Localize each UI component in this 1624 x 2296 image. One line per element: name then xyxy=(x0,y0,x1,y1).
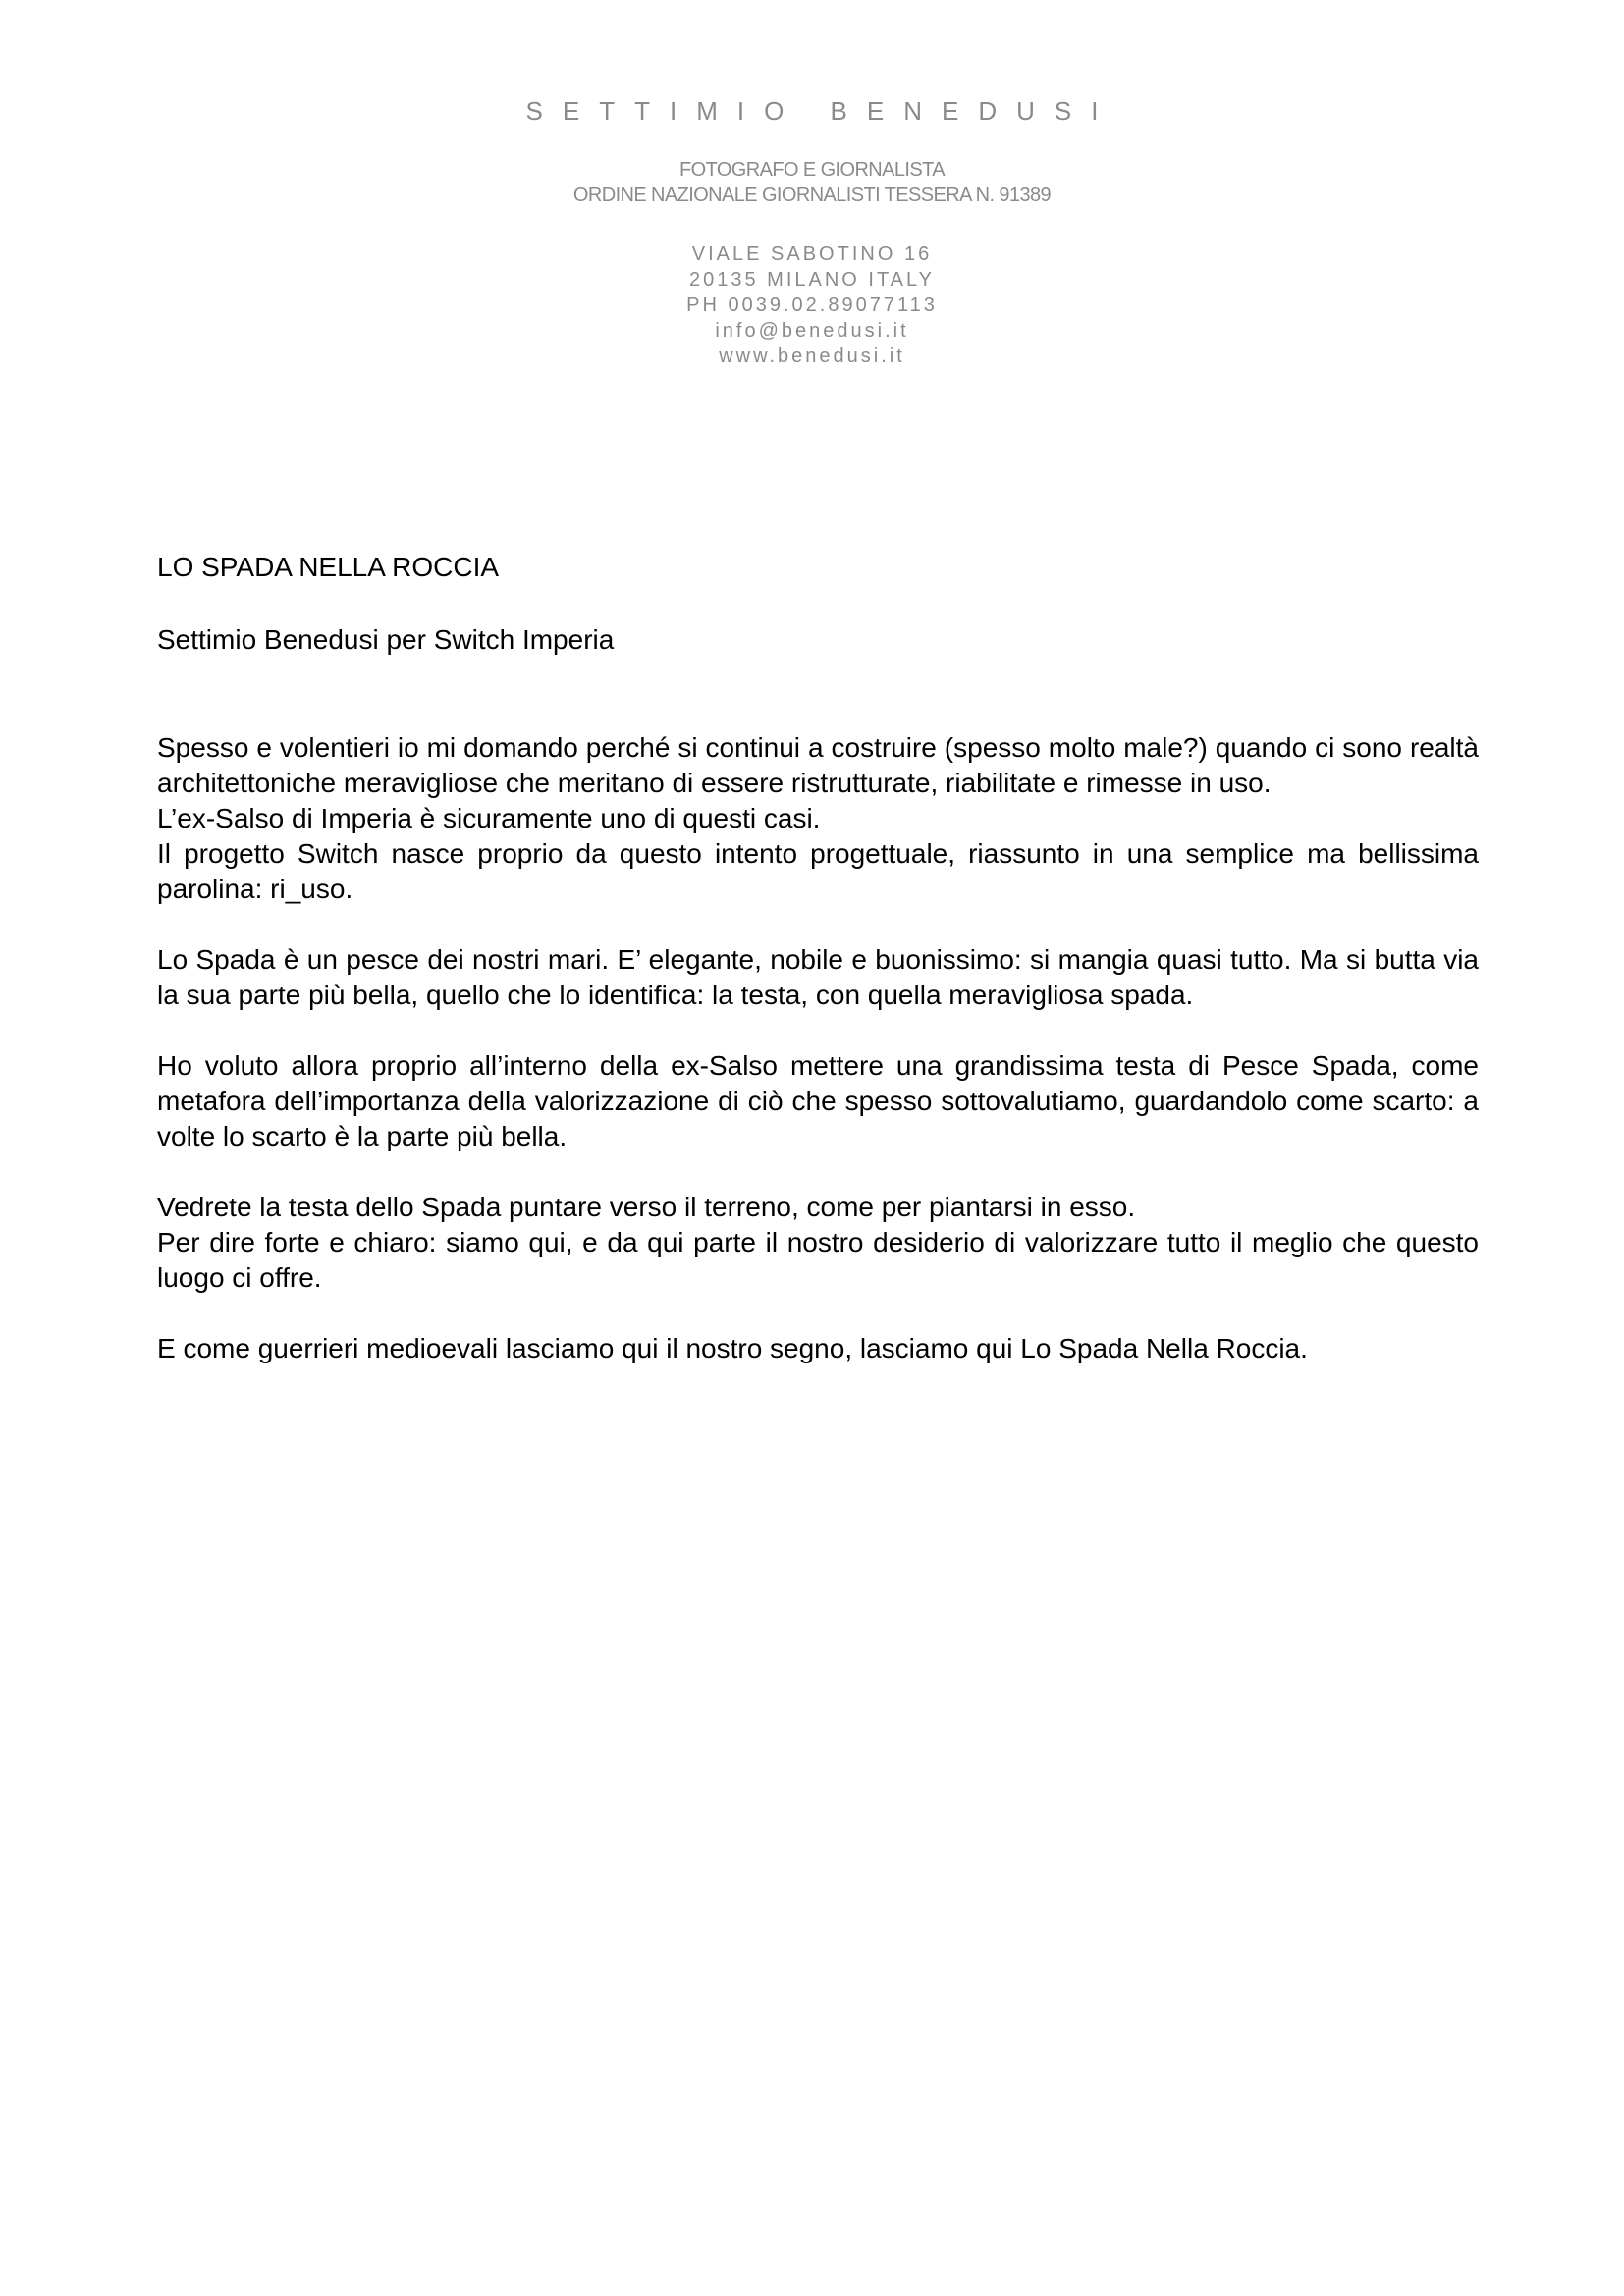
paragraph: Spesso e volentieri io mi domando perché si continui a costruire (spesso molto male?) quando ci sono realtà architettoniche meravigliose che meritano di essere ristrutturate, riabilitate e rimesse in uso. xyxy=(157,732,1479,798)
letterhead-role xyxy=(0,157,1624,208)
paragraph: L’ex-Salso di Imperia è sicuramente uno di questi casi. xyxy=(157,803,821,833)
letterhead-city: 20135 MILANO ITALY xyxy=(688,269,935,291)
letterhead-role-line: ORDINE NAZIONALE GIORNALISTI TESSERA N. 91389 xyxy=(572,185,1052,206)
letterhead-name: SETTIMIO BENEDUSI xyxy=(525,96,1118,126)
letterhead-phone: PH 0039.02.89077113 xyxy=(686,294,938,316)
paragraph: E come guerrieri medioevali lasciamo qui il nostro segno, lasciamo qui Lo Spada Nella Roccia. xyxy=(157,1333,1308,1363)
paragraph: Vedrete la testa dello Spada puntare verso il terreno, come per piantarsi in esso. xyxy=(157,1192,1136,1222)
letterhead-contact xyxy=(0,241,1624,369)
paragraph: Ho voluto allora proprio all’interno della ex-Salso mettere una grandissima testa di Pesce Spada, come metafora dell’importanza della valorizzazione di ciò che spesso sottovalutiamo, guardandolo come scarto: a volte lo scarto è la parte più bella. xyxy=(157,1050,1479,1151)
document-subtitle: Settimio Benedusi per Switch Imperia xyxy=(157,624,615,655)
letterhead-role-line: FOTOGRAFO E GIORNALISTA xyxy=(679,159,945,181)
letterhead-address: VIALE SABOTINO 16 xyxy=(691,243,933,265)
document-body xyxy=(157,550,1479,1366)
paragraph: Lo Spada è un pesce dei nostri mari. E’ elegante, nobile e buonissimo: si mangia quasi tutto. Ma si butta via la sua parte più bella, quello che lo identifica: la testa, con quella meravigliosa spada. xyxy=(157,944,1479,1010)
letterhead-website: www.benedusi.it xyxy=(719,346,905,367)
letterhead-email: info@benedusi.it xyxy=(715,320,909,342)
paragraph: Il progetto Switch nasce proprio da questo intento progettuale, riassunto in una semplice ma bellissima parolina: ri_uso. xyxy=(157,838,1479,904)
document-title: LO SPADA NELLA ROCCIA xyxy=(157,552,500,582)
paragraph-group xyxy=(157,1190,1479,1296)
paragraph-group xyxy=(157,730,1479,907)
letterhead xyxy=(0,94,1624,369)
paragraph: Per dire forte e chiaro: siamo qui, e da qui parte il nostro desiderio di valorizzare tutto il meglio che questo luogo ci offre. xyxy=(157,1227,1479,1293)
